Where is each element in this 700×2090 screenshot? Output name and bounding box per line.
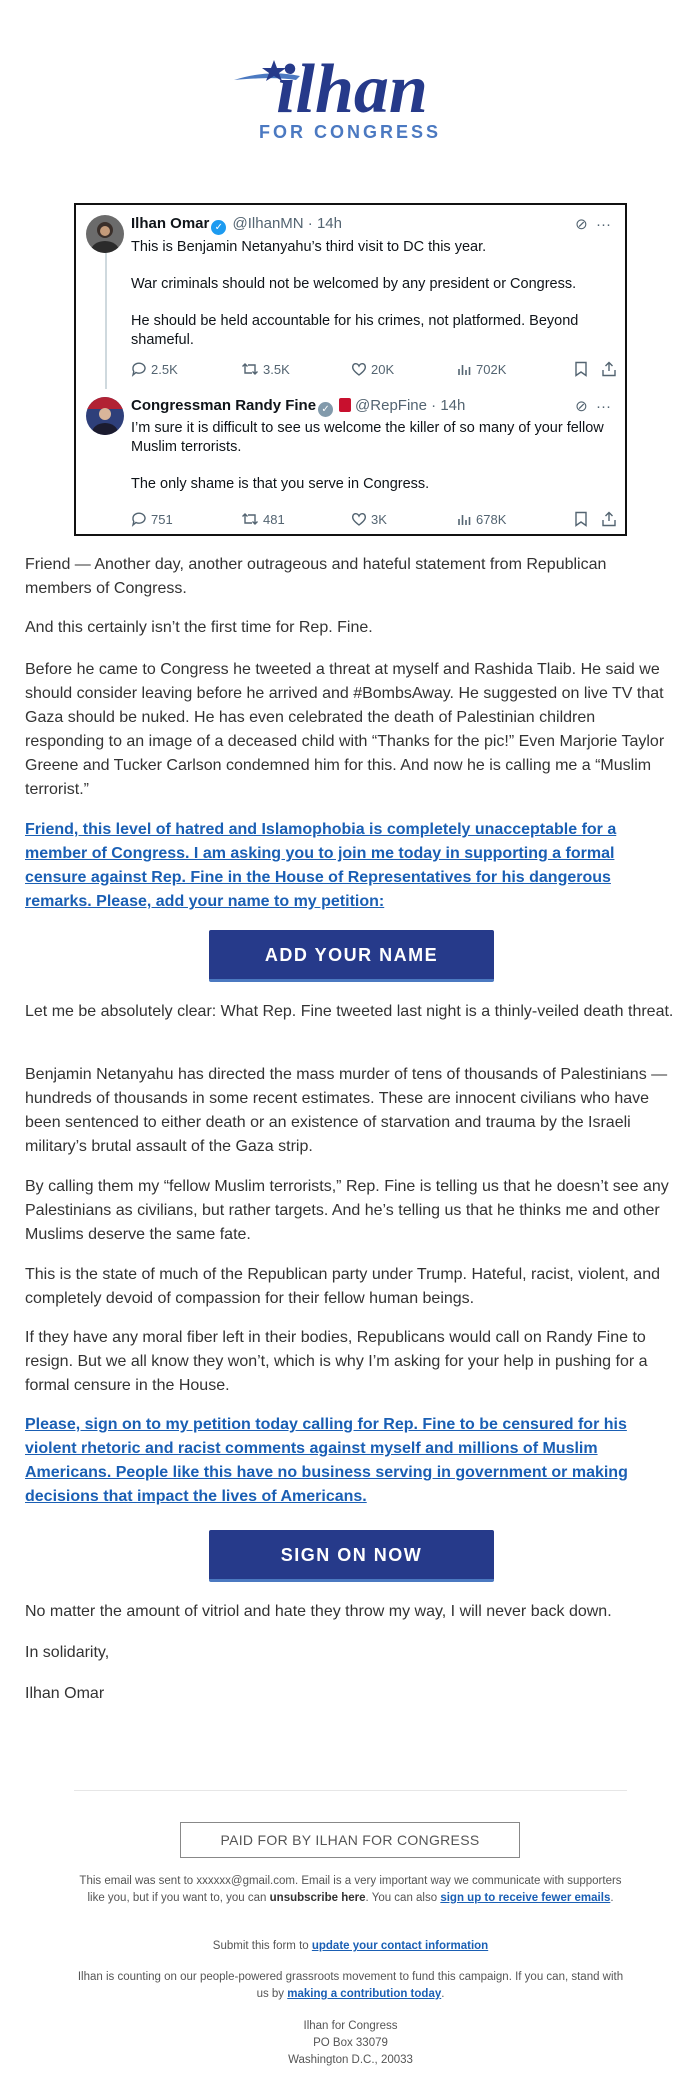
grok-icon: ⊘: [575, 216, 588, 233]
avatar-ilhan: [86, 215, 124, 253]
contribution-link[interactable]: making a contribution today: [287, 1988, 442, 2000]
like-count: 3K: [351, 511, 387, 527]
body-paragraph-6: By calling them my “fellow Muslim terrorists,” Rep. Fine is telling us that he doesn’t see any Palestinians as civilians, but rather targets. And he’s telling us that he thinks me and other Muslims deserve the same fate.: [25, 1178, 669, 1243]
signature: Ilhan Omar: [25, 1685, 105, 1702]
contact-notice: Submit this form to update your contact information: [212, 1940, 489, 1952]
address-line: PO Box 33079: [313, 2037, 388, 2049]
views-icon: [456, 361, 472, 377]
flag-icon: [339, 398, 351, 412]
address-line: Ilhan for Congress: [303, 2020, 398, 2032]
tweet-paragraph: War criminals should not be welcomed by any president or Congress.: [131, 276, 577, 292]
tweet-paragraph: The only shame is that you serve in Congress.: [131, 476, 430, 492]
body-paragraph-1: Friend — Another day, another outrageous and hateful statement from Republican members of Congress.: [25, 556, 607, 597]
ilhan-wordmark-logo: [230, 50, 470, 125]
repost-icon: [241, 511, 259, 527]
email-notice: This email was sent to xxxxxx@gmail.com. Email is a very important way we communicate with supporters like you, but if you want to, you can unsubscribe here. You can also sign up to receive fewer emails.: [79, 1875, 622, 1904]
share-icon: [601, 361, 621, 377]
tweet-paragraph: I’m sure it is difficult to see us welcome the killer of so many of your fellow Muslim terrorists.: [131, 420, 604, 455]
tweet-header-icons: [575, 215, 611, 233]
repost-count: 3.5K: [241, 361, 290, 377]
fewer-emails-link[interactable]: sign up to receive fewer emails: [440, 1892, 611, 1904]
heart-icon: [351, 361, 367, 377]
logo-subtitle: FOR CONGRESS: [258, 122, 441, 142]
tweet-header: [131, 397, 465, 417]
petition-link-1[interactable]: Friend, this level of hatred and Islamophobia is completely unacceptable for a member of Congress. I am asking you to join me today in supporting a formal censure against Rep. Fine in the House of Representatives for his dangerous remarks. Please, add your name to my petition:: [25, 821, 617, 910]
tweet-screenshot: [74, 203, 627, 536]
tweet-header: [131, 215, 342, 235]
reply-icon: [131, 361, 147, 377]
tweet-paragraph: This is Benjamin Netanyahu’s third visit to DC this year.: [131, 239, 487, 255]
thread-line: [105, 253, 107, 389]
body-paragraph-8: If they have any moral fiber left in their bodies, Republicans would call on Randy Fine to resign. But we all know they won’t, which is why I’m asking for your help in pushing for a formal censure in the House.: [25, 1329, 648, 1394]
like-count: 20K: [351, 361, 394, 377]
paid-for-box: PAID FOR BY ILHAN FOR CONGRESS: [180, 1822, 520, 1858]
body-paragraph-9: No matter the amount of vitriol and hate they throw my way, I will never back down.: [25, 1603, 612, 1620]
tweet-paragraph: He should be held accountable for his crimes, not platformed. Beyond shameful.: [131, 313, 579, 348]
tweet-body: [131, 419, 616, 512]
tweet-body: [131, 238, 616, 368]
grok-icon: ⊘: [575, 398, 588, 415]
share-icon: [601, 511, 621, 527]
avatar-fine: [86, 397, 124, 435]
author-handle: @RepFine: [355, 397, 427, 414]
reply-count: 2.5K: [131, 361, 178, 377]
unsubscribe-link[interactable]: unsubscribe here: [269, 1892, 366, 1904]
view-count: 678K: [456, 511, 506, 527]
author-handle: @IlhanMN: [232, 215, 304, 232]
body-paragraph-3: Before he came to Congress he tweeted a threat at myself and Rashida Tlaib. He said we should consider leaving before he arrived and #BombsAway. He suggested on live TV that Gaza should be nuked. He has even celebrated the death of Palestinian children responding to an image of a deceased child with “Thanks for the pic!” Even Marjorie Taylor Greene and Tucker Carlson condemned him for this. And now he is calling me a “Muslim terrorist.”: [25, 661, 665, 798]
body-paragraph-4: Let me be absolutely clear: What Rep. Fine tweeted last night is a thinly-veiled death threat.: [25, 1003, 674, 1020]
more-icon: ···: [596, 216, 611, 233]
repost-count: 481: [241, 511, 285, 527]
recipient-email: xxxxxx@gmail.com: [196, 1875, 295, 1887]
bookmark-icon: [574, 511, 592, 527]
verified-badge-icon: ✓: [211, 220, 226, 235]
body-paragraph-5: Benjamin Netanyahu has directed the mass murder of tens of thousands of Palestinians — hundreds of thousands in some recent estimates. These are innocent civilians who have been sentenced to either death or an existence of starvation and trauma by the Israeli military’s brutal assault of the Gaza strip.: [25, 1066, 668, 1155]
sign-on-now-button[interactable]: SIGN ON NOW: [209, 1530, 494, 1582]
view-count: 702K: [456, 361, 506, 377]
svg-text:ilhan: ilhan: [276, 51, 428, 125]
body-paragraph-7: This is the state of much of the Republican party under Trump. Hateful, racist, violent, and completely devoid of compassion for their fellow human beings.: [25, 1266, 660, 1307]
update-contact-link[interactable]: update your contact information: [311, 1940, 489, 1952]
tweet-time: · 14h: [431, 397, 466, 414]
bookmark-icon: [574, 361, 592, 377]
tweet-header-icons: [575, 397, 611, 415]
add-your-name-button[interactable]: ADD YOUR NAME: [209, 930, 494, 982]
tweet-time: · 14h: [307, 215, 342, 232]
verified-badge-icon: ✓: [318, 402, 333, 417]
reply-icon: [131, 511, 147, 527]
grassroots-notice: Ilhan is counting on our people-powered grassroots movement to fund this campaign. If you can, stand with us by making a contribution today.: [77, 1971, 624, 2000]
views-icon: [456, 511, 472, 527]
footer-divider: [74, 1790, 627, 1791]
mailing-address: [74, 2018, 627, 2069]
reply-count: 751: [131, 511, 173, 527]
more-icon: ···: [596, 398, 611, 415]
heart-icon: [351, 511, 367, 527]
sign-off: In solidarity,: [25, 1644, 110, 1661]
address-line: Washington D.C., 20033: [288, 2054, 413, 2066]
repost-icon: [241, 361, 259, 377]
author-name: Ilhan Omar: [131, 215, 210, 232]
petition-link-2[interactable]: Please, sign on to my petition today calling for Rep. Fine to be censured for his violent rhetoric and racist comments against myself and millions of Muslim Americans. People like this have no business serving in government or making decisions that impact the lives of Americans.: [25, 1416, 628, 1505]
body-paragraph-2: And this certainly isn’t the first time for Rep. Fine.: [25, 619, 373, 636]
author-name: Congressman Randy Fine: [131, 397, 317, 414]
